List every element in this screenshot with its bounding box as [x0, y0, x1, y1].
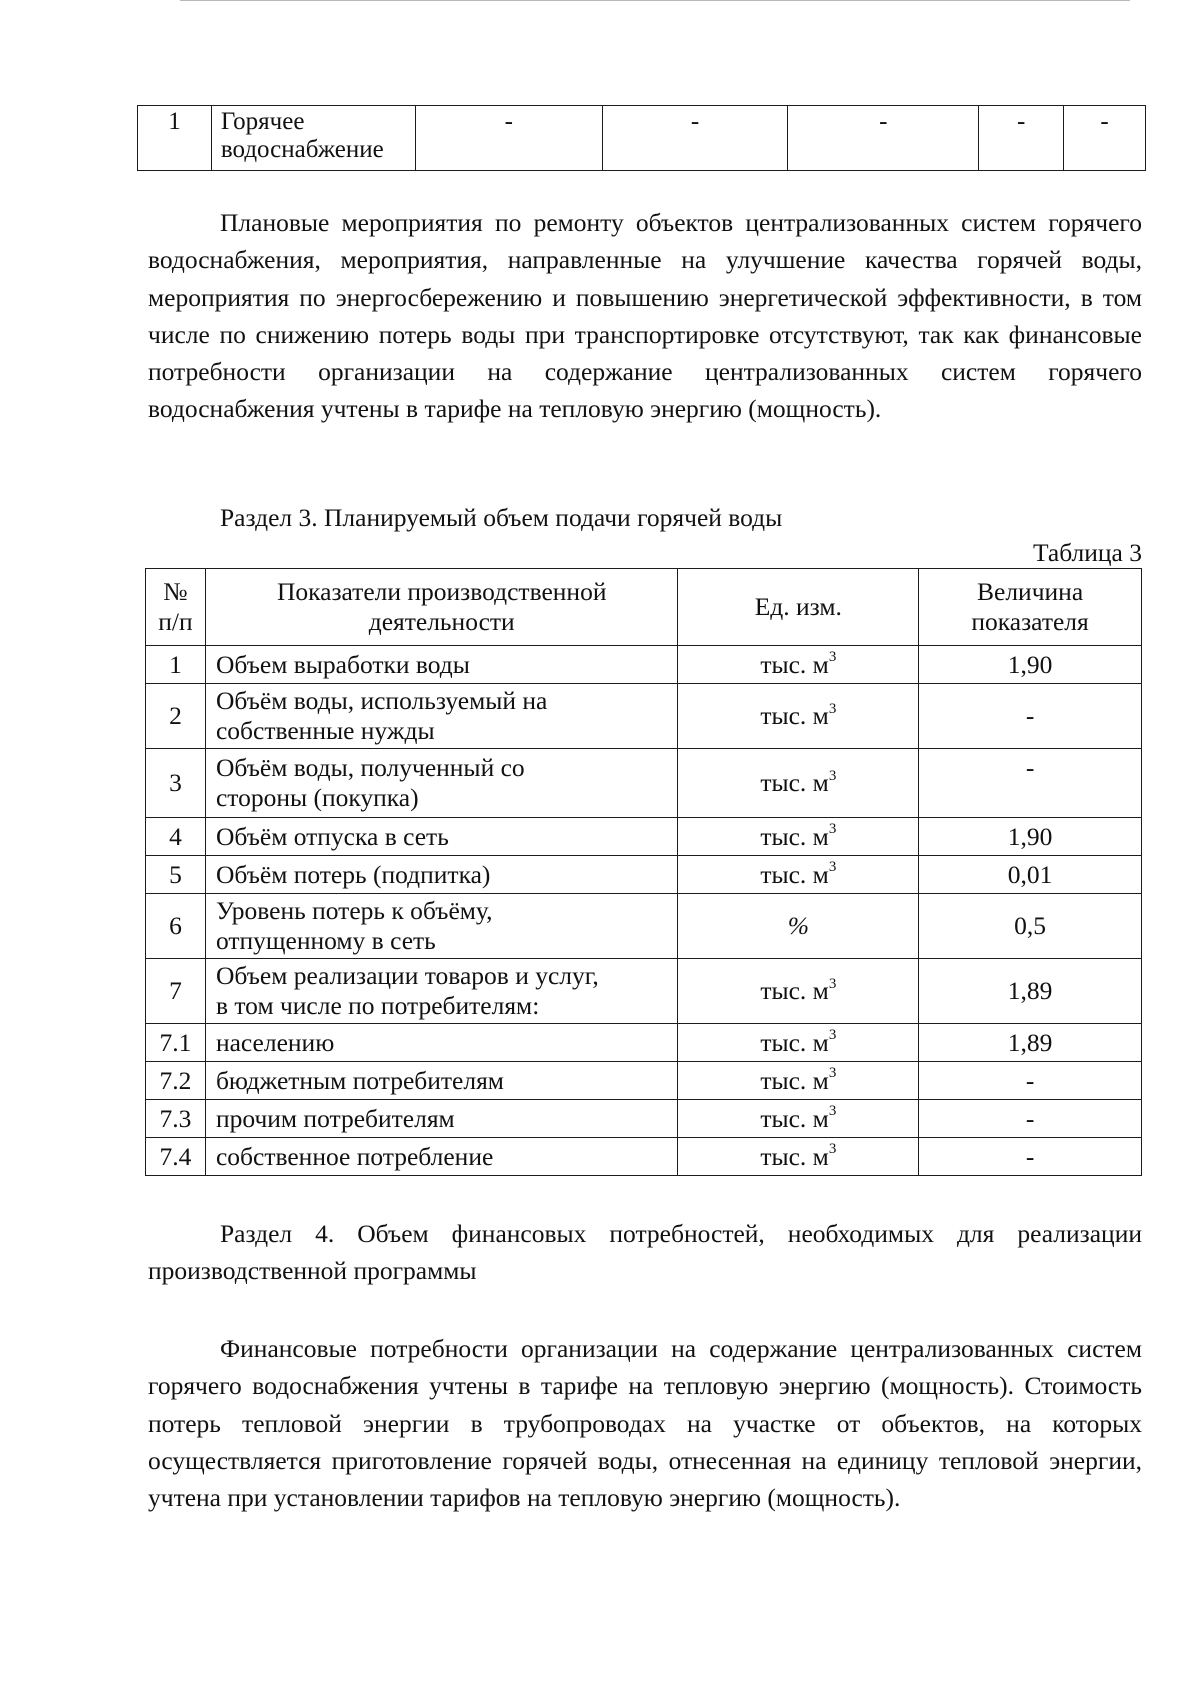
row-number: 2	[146, 684, 206, 749]
indicator-name-line: стороны (покупка)	[215, 783, 419, 812]
unit-cell	[678, 1100, 919, 1138]
row-number: 7	[146, 959, 206, 1024]
header-text: показателя	[971, 607, 1089, 636]
unit-text: тыс. м	[760, 1027, 829, 1057]
unit-cell	[678, 749, 919, 818]
unit-text: тыс. м	[760, 859, 829, 889]
header-text: №	[163, 577, 188, 606]
unit-superscript: 3	[828, 859, 837, 875]
indicator-name	[205, 894, 678, 959]
table-row	[146, 856, 1142, 894]
unit-text: %	[787, 911, 809, 940]
row-number: 3	[146, 749, 206, 818]
unit-text: тыс. м	[760, 1065, 829, 1095]
section3-heading: Раздел 3. Планируемый объем подачи горячей воды	[220, 503, 783, 532]
value-cell: 0,01	[919, 856, 1142, 894]
value-cell: -	[1064, 106, 1146, 171]
unit-superscript: 3	[828, 1141, 837, 1157]
value-cell: 1,90	[919, 646, 1142, 684]
unit-superscript: 3	[828, 1065, 837, 1081]
value-cell: -	[788, 106, 979, 171]
header-unit: Ед. изм.	[678, 569, 919, 646]
unit-text: тыс. м	[760, 821, 829, 851]
unit-superscript: 3	[828, 1027, 837, 1043]
indicator-name-line: Объём воды, используемый на	[215, 686, 548, 715]
indicator-name	[205, 684, 678, 749]
value-cell: -	[919, 749, 1142, 818]
paragraph-text: Плановые мероприятия по ремонту объектов централизованных систем горячего водоснабжения, мероприятия, направленные на улучшение качества горячей воды, мероприятия по энергосбережению и повышению энергетической эффективности, в том числе по снижению потерь воды при транспортировке отсутствуют, так как финансовые потребности организации на содержание централизованных систем горячего водоснабжения учтены в тарифе на тепловую энергию (мощность).	[148, 208, 1142, 424]
hot-water-supply-table	[145, 568, 1142, 1176]
indicator-name	[211, 106, 415, 171]
unit-cell	[678, 1062, 919, 1100]
value-cell: -	[919, 1138, 1142, 1176]
table-label: Таблица 3	[1032, 538, 1142, 567]
value-cell: 1,89	[919, 959, 1142, 1024]
table-row	[146, 684, 1142, 749]
unit-text: тыс. м	[760, 701, 829, 730]
unit-text: тыс. м	[760, 1141, 829, 1171]
table-header-row	[146, 569, 1142, 646]
section4-heading	[148, 1215, 1142, 1290]
indicator-name: Объём потерь (подпитка)	[205, 856, 678, 894]
unit-superscript: 3	[828, 975, 837, 992]
table-row	[146, 1138, 1142, 1176]
table-row	[146, 894, 1142, 959]
indicator-name-line: Объём воды, полученный со	[215, 753, 525, 782]
row-number: 6	[146, 894, 206, 959]
header-indicator	[205, 569, 678, 646]
indicator-name	[205, 749, 678, 818]
header-number	[146, 569, 206, 646]
indicator-name	[205, 959, 678, 1024]
unit-cell	[678, 856, 919, 894]
unit-text: тыс. м	[760, 1103, 829, 1133]
unit-superscript: 3	[828, 1103, 837, 1119]
unit-superscript: 3	[828, 649, 837, 665]
row-number: 1	[138, 106, 212, 171]
header-text: п/п	[158, 607, 193, 636]
row-number: 1	[146, 646, 206, 684]
value-cell: 0,5	[919, 894, 1142, 959]
unit-cell	[678, 894, 919, 959]
value-cell: -	[602, 106, 788, 171]
table-row	[146, 1100, 1142, 1138]
unit-superscript: 3	[828, 700, 837, 717]
indicator-name-line: водоснабжение	[220, 136, 384, 163]
indicator-name-line: Горячее	[220, 108, 305, 135]
unit-cell	[678, 1138, 919, 1176]
header-text: Величина	[977, 577, 1084, 606]
row-number: 7.3	[146, 1100, 206, 1138]
unit-text: тыс. м	[760, 768, 829, 797]
value-cell: -	[919, 1100, 1142, 1138]
row-number: 5	[146, 856, 206, 894]
unit-cell	[678, 818, 919, 856]
section4-heading-text: Раздел 4. Объем финансовых потребностей, необходимых для реализации производственной программы	[148, 1219, 1142, 1286]
indicator-name: населению	[205, 1024, 678, 1062]
unit-superscript: 3	[828, 821, 837, 837]
indicator-name-line: Объем реализации товаров и услуг,	[215, 961, 599, 990]
row-number: 7.4	[146, 1138, 206, 1176]
indicator-name: Объём отпуска в сеть	[205, 818, 678, 856]
table-row	[146, 959, 1142, 1024]
page-top-edge-line	[180, 0, 1130, 1]
table-row	[146, 1062, 1142, 1100]
indicator-name: собственное потребление	[205, 1138, 678, 1176]
indicator-name: прочим потребителям	[205, 1100, 678, 1138]
value-cell: -	[919, 1062, 1142, 1100]
row-number: 4	[146, 818, 206, 856]
table-row	[146, 1024, 1142, 1062]
value-cell: -	[979, 106, 1064, 171]
value-cell: 1,90	[919, 818, 1142, 856]
paragraph-financial-needs	[148, 1330, 1142, 1516]
indicator-name: бюджетным потребителям	[205, 1062, 678, 1100]
unit-text: тыс. м	[760, 976, 829, 1005]
table-row	[146, 646, 1142, 684]
unit-cell	[678, 646, 919, 684]
row-number: 7.1	[146, 1024, 206, 1062]
indicator-name-line: отпущенному в сеть	[215, 926, 436, 955]
unit-cell	[678, 1024, 919, 1062]
table-row	[138, 106, 1146, 171]
top-continuation-table	[137, 105, 1146, 171]
header-value	[919, 569, 1142, 646]
indicator-name-line: собственные нужды	[215, 716, 435, 745]
unit-text: тыс. м	[760, 649, 829, 679]
indicator-name-line: в том числе по потребителям:	[215, 991, 540, 1020]
value-cell: -	[415, 106, 602, 171]
indicator-name-line: Уровень потерь к объёму,	[215, 896, 493, 925]
value-cell: -	[919, 684, 1142, 749]
paragraph-planned-measures	[148, 204, 1142, 428]
header-text: деятельности	[368, 607, 515, 636]
table-row	[146, 818, 1142, 856]
unit-superscript: 3	[828, 767, 837, 784]
unit-cell	[678, 684, 919, 749]
indicator-name: Объем выработки воды	[205, 646, 678, 684]
header-text: Показатели производственной	[276, 577, 607, 606]
value-cell: 1,89	[919, 1024, 1142, 1062]
paragraph-text: Финансовые потребности организации на содержание централизованных систем горячего водоснабжения учтены в тарифе на тепловую энергию (мощность). Стоимость потерь тепловой энергии в трубопроводах на участке от объектов, на которых осуществляется приготовление горячей воды, отнесенная на единицу тепловой энергии, учтена при установлении тарифов на тепловую энергию (мощность).	[148, 1334, 1142, 1513]
table-row	[146, 749, 1142, 818]
unit-cell	[678, 959, 919, 1024]
row-number: 7.2	[146, 1062, 206, 1100]
